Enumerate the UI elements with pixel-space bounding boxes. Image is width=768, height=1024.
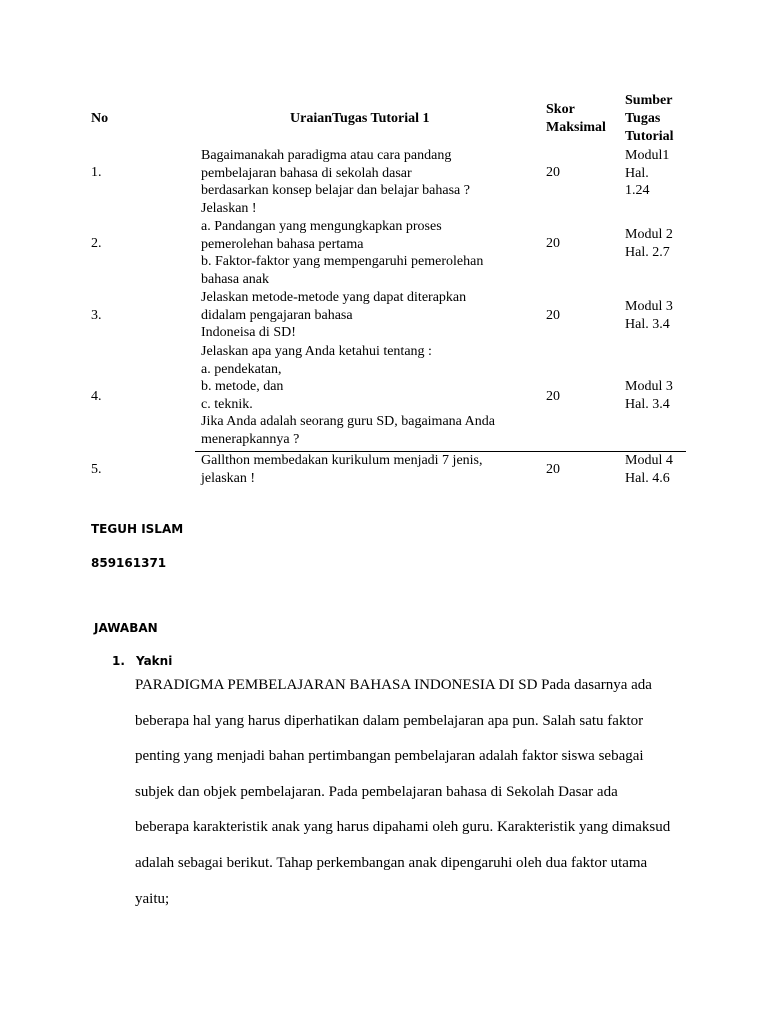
answer-1-number: 1. — [112, 654, 125, 668]
row-4-description: Jelaskan apa yang Anda ketahui tentang : a. pendekatan, b. metode, dan c. teknik. Jika Anda adalah seorang guru SD, bagaimana Anda menerapkannya ? — [201, 344, 495, 447]
header-uraian-tugas: UraianTugas Tutorial 1 — [290, 111, 430, 126]
row-4-number: 4. — [91, 389, 102, 404]
answer-1-line: beberapa hal yang harus diperhatikan dalam pembelajaran apa pun. Salah satu faktor — [135, 712, 644, 729]
answer-1-line: subjek dan objek pembelajaran. Pada pembelajaran bahasa di Sekolah Dasar ada — [135, 783, 618, 800]
row-4-source: Modul 3 Hal. 3.4 — [625, 379, 673, 412]
row-2-score: 20 — [546, 236, 560, 251]
row-1-number: 1. — [91, 165, 102, 180]
answer-1-line: PARADIGMA PEMBELAJARAN BAHASA INDONESIA DI SD Pada dasarnya ada — [135, 677, 652, 693]
row-5-score: 20 — [546, 462, 560, 477]
answer-1-line: penting yang menjadi bahan pertimbangan pembelajaran adalah faktor siswa sebagai — [135, 748, 644, 765]
header-sumber-tugas: Sumber Tugas Tutorial — [625, 93, 674, 144]
row-3-source: Modul 3 Hal. 3.4 — [625, 299, 673, 332]
row-4-score: 20 — [546, 389, 560, 404]
student-number: 859161371 — [91, 556, 167, 570]
row-3-number: 3. — [91, 308, 102, 323]
answers-heading: JAWABAN — [94, 621, 158, 635]
student-name: TEGUH ISLAM — [91, 522, 184, 536]
answer-1-line: beberapa karakteristik anak yang harus dipahami oleh guru. Karakteristik yang dimaksud — [135, 819, 671, 836]
row-1-score: 20 — [546, 165, 560, 180]
row-5-description: Gallthon membedakan kurikulum menjadi 7 jenis, jelaskan ! — [201, 453, 483, 486]
answer-1-paragraph — [135, 668, 695, 917]
row-2-description: a. Pandangan yang mengungkapkan proses pemerolehan bahasa pertama b. Faktor-faktor yang mempengaruhi pemerolehan bahasa anak — [201, 219, 484, 287]
row-2-source: Modul 2 Hal. 2.7 — [625, 227, 673, 260]
answer-1-line: adalah sebagai berikut. Tahap perkembangan anak dipengaruhi oleh dua faktor utama — [135, 854, 648, 871]
row-5-source: Modul 4 Hal. 4.6 — [625, 453, 673, 486]
header-no: No — [91, 111, 109, 126]
row-3-description: Jelaskan metode-metode yang dapat diterapkan didalam pengajaran bahasa Indoneisa di SD! — [201, 290, 467, 341]
row-5-number: 5. — [91, 462, 102, 477]
row-3-score: 20 — [546, 308, 560, 323]
answer-1-label: Yakni — [136, 654, 173, 668]
answer-1-line: yaitu; — [135, 890, 170, 907]
row-1-description: Bagaimanakah paradigma atau cara pandang pembelajaran bahasa di sekolah dasar berdasarkan konsep belajar dan belajar bahasa ? Jelaskan ! — [201, 148, 470, 216]
row-1-source: Modul1 Hal. 1.24 — [625, 148, 670, 199]
header-skor-maksimal: Skor Maksimal — [546, 102, 606, 135]
row-2-number: 2. — [91, 236, 102, 251]
